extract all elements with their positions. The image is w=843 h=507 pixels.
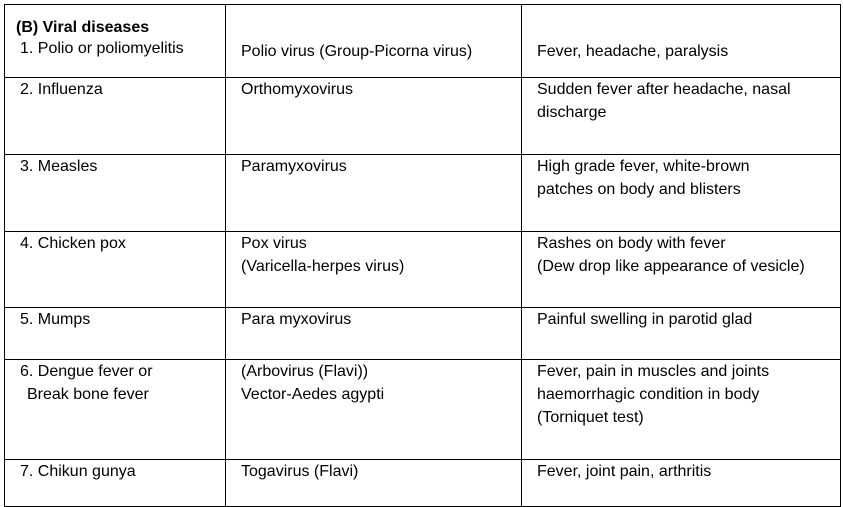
section-heading: (B) Viral diseases	[16, 19, 150, 36]
symptoms-text: haemorrhagic condition in body	[537, 386, 760, 403]
table-row	[5, 78, 841, 155]
table-row	[5, 460, 841, 507]
disease-cell	[5, 78, 226, 155]
disease-cell	[5, 460, 226, 507]
cause-text: Paramyxovirus	[241, 158, 347, 175]
cause-text: (Arbovirus (Flavi))	[241, 363, 369, 380]
symptoms-cell	[522, 460, 841, 507]
cause-cell	[226, 360, 522, 460]
symptoms-text: Painful swelling in parotid glad	[537, 311, 753, 328]
cause-cell	[226, 308, 522, 360]
symptoms-text: Sudden fever after headache, nasal	[537, 81, 791, 98]
cause-text: Polio virus (Group-Picorna virus)	[241, 43, 473, 60]
disease-cell	[5, 308, 226, 360]
table-row	[5, 5, 841, 78]
disease-name: 7. Chikun gunya	[20, 463, 136, 480]
disease-name: 5. Mumps	[20, 311, 91, 328]
symptoms-text: patches on body and blisters	[537, 181, 741, 198]
disease-name: Break bone fever	[27, 386, 149, 403]
cause-cell	[226, 460, 522, 507]
disease-name: 6. Dengue fever or	[20, 363, 153, 380]
table-row	[5, 308, 841, 360]
cause-cell	[226, 155, 522, 232]
disease-name: 2. Influenza	[20, 81, 103, 98]
cause-text: Vector-Aedes agypti	[241, 386, 385, 403]
table-row	[5, 155, 841, 232]
cause-text: Pox virus	[241, 235, 307, 252]
symptoms-text: Fever, headache, paralysis	[537, 43, 729, 60]
cause-text: Orthomyxovirus	[241, 81, 354, 98]
viral-diseases-table	[4, 4, 841, 507]
symptoms-text: Fever, pain in muscles and joints	[537, 363, 770, 380]
symptoms-cell	[522, 78, 841, 155]
symptoms-cell	[522, 360, 841, 460]
symptoms-cell	[522, 308, 841, 360]
disease-name: 3. Measles	[20, 158, 98, 175]
symptoms-text: (Dew drop like appearance of vesicle)	[537, 258, 805, 275]
disease-name: 4. Chicken pox	[20, 235, 126, 252]
disease-cell	[5, 5, 226, 78]
symptoms-cell	[522, 5, 841, 78]
symptoms-text: High grade fever, white-brown	[537, 158, 750, 175]
cause-text: Para myxovirus	[241, 311, 352, 328]
cause-cell	[226, 5, 522, 78]
symptoms-text: Rashes on body with fever	[537, 235, 726, 252]
disease-cell	[5, 155, 226, 232]
symptoms-cell	[522, 232, 841, 308]
cause-cell	[226, 232, 522, 308]
disease-name: 1. Polio or poliomyelitis	[20, 40, 184, 57]
symptoms-text: discharge	[537, 104, 607, 121]
table-row	[5, 360, 841, 460]
symptoms-text: (Torniquet test)	[537, 409, 644, 426]
symptoms-cell	[522, 155, 841, 232]
cause-text: Togavirus (Flavi)	[241, 463, 359, 480]
disease-cell	[5, 360, 226, 460]
cause-cell	[226, 78, 522, 155]
cause-text: (Varicella-herpes virus)	[241, 258, 405, 275]
disease-cell	[5, 232, 226, 308]
symptoms-text: Fever, joint pain, arthritis	[537, 463, 712, 480]
table-row	[5, 232, 841, 308]
